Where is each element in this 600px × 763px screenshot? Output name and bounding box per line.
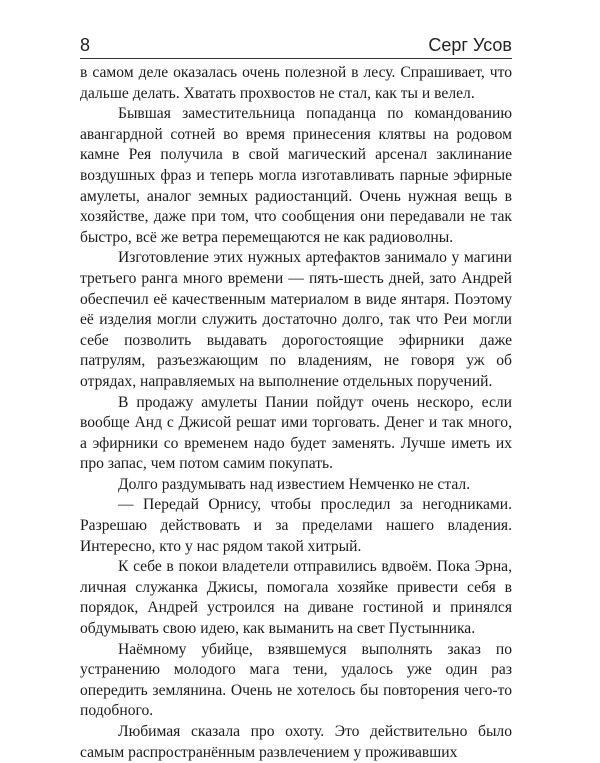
paragraph: Наёмному убийце, взявшемуся выполнять заказ по устранению молодого мага тени, удалось уже один раз опередить землянина. Очень не хотелось бы повторения чего-то подобного. [80, 640, 512, 720]
paragraph: Изготовление этих нужных артефактов занимало у магини третьего ранга много времени — пять-шесть дней, зато Андрей обеспечил её качественным материалом в виде янтаря. Поэтому её изделия могли служить достаточно долго, так что Реи могли себе позволить выдавать дорогостоящие эфирники даже патрулям, разъезжающим по владениям, не говоря уж об отрядах, направляемых на выполнение отдельных поручений. [80, 249, 512, 390]
paragraph: — Передай Орнису, чтобы проследил за негодниками. Разрешаю действовать и за пределами нашего владения. Интересно, кто у нас рядом такой хитрый. [80, 496, 512, 555]
paragraph: В продажу амулеты Пании пойдут очень нескоро, если вообще Анд с Джисой решат ими торговать. Денег и так много, а эфирники со временем надо будет заменять. Лучше иметь их про запас, чем потом самим покупать. [80, 393, 512, 473]
paragraph: К себе в покои владетели отправились вдвоём. Пока Эрна, личная служанка Джисы, помогала хозяйке привести себя в порядок, Андрей устроился на диване гостиной и принялся обдумывать свою идею, как выманить на свет Пустынника. [80, 558, 512, 638]
author-name: Серг Усов [428, 35, 512, 55]
paragraph: в самом деле оказалась очень полезной в лесу. Спрашивает, что дальше делать. Хватать прохвостов не стал, как ты и велел. [80, 64, 512, 102]
paragraph: Любимая сказала про охоту. Это действительно было самым распространённым развлечением у проживавших [80, 723, 512, 761]
body-text [80, 63, 512, 763]
page-number: 8 [80, 35, 91, 55]
paragraph: Долго раздумывать над известием Немченко не стал. [118, 475, 471, 493]
header-rule [80, 58, 512, 59]
running-header [80, 32, 512, 56]
paragraph: Бывшая заместительница попаданца по командованию авангардной сотней во время принесения клятвы на родовом камне Рея получила в свой магический арсенал заклинание воздушных фраз и теперь могла изготавливать парные эфирные амулеты, аналог земных радиостанций. Очень нужная вещь в хозяйстве, даже при том, что сообщения они передавали не так быстро, всё же ветра перемещаются не как радиоволны. [80, 105, 512, 246]
